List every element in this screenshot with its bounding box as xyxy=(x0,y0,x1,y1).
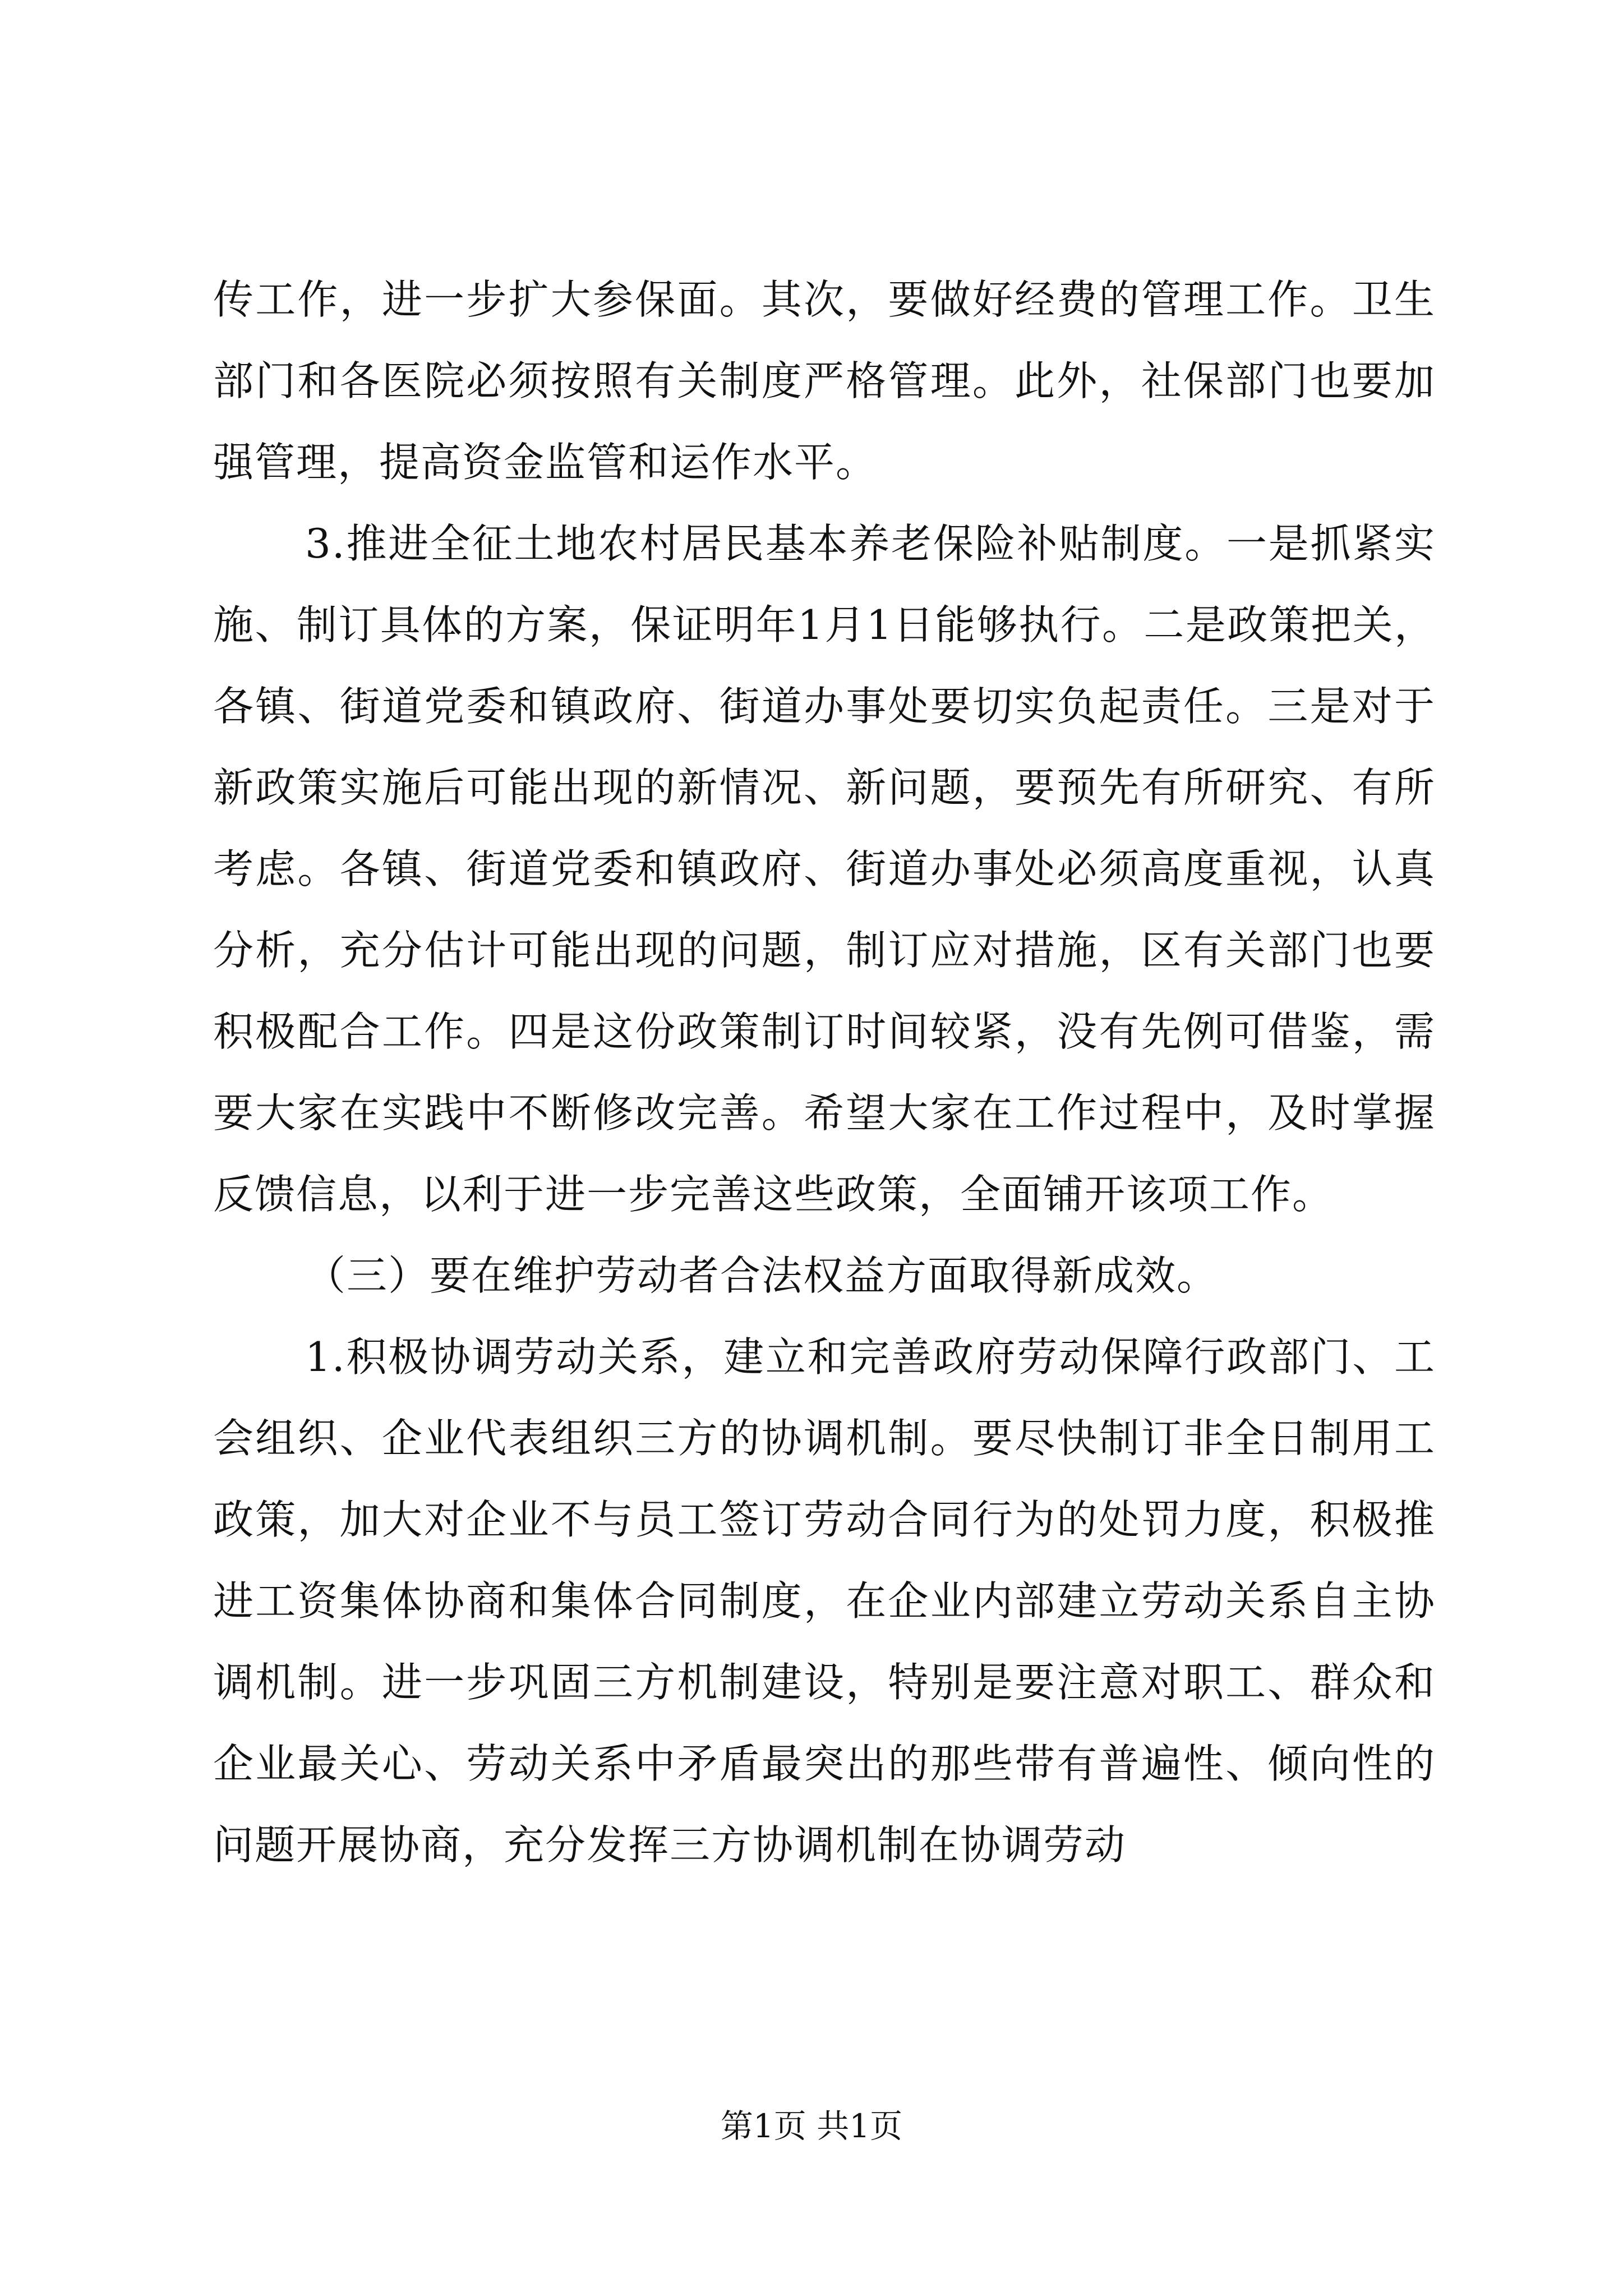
section-heading-worker-rights: （三）要在维护劳动者合法权益方面取得新成效。 xyxy=(305,1252,1219,1299)
document-body xyxy=(213,259,1436,1886)
paragraph-labor-relations: 1.积极协调劳动关系，建立和完善政府劳动保障行政部门、工会组织、企业代表组织三方的协调机制。要尽快制订非全日制用工政策，加大对企业不与员工签订劳动合同行为的处罚力度，积极推进工资集体协商和集体合同制度，在企业内部建立劳动关系自主协调机制。进一步巩固三方机制建设，特别是要注意对职工、群众和企业最关心、劳动关系中矛盾最突出的那些带有普遍性、倾向性的问题开展协商，充分发挥三方协调机制在协调劳动 xyxy=(213,1333,1436,1869)
page-footer: 第1页 共1页 xyxy=(720,2107,903,2145)
paragraph-continuation: 传工作，进一步扩大参保面。其次，要做好经费的管理工作。卫生部门和各医院必须按照有关制度严格管理。此外，社保部门也要加强管理，提高资金监管和运作水平。 xyxy=(213,276,1436,486)
paragraph-pension-subsidy: 3.推进全征土地农村居民基本养老保险补贴制度。一是抓紧实施、制订具体的方案，保证明年1月1日能够执行。二是政策把关，各镇、街道党委和镇政府、街道办事处要切实负起责任。三是对于新政策实施后可能出现的新情况、新问题，要预先有所研究、有所考虑。各镇、街道党委和镇政府、街道办事处必须高度重视，认真分析，充分估计可能出现的问题，制订应对措施，区有关部门也要积极配合工作。四是这份政策制订时间较紧，没有先例可借鉴，需要大家在实践中不断修改完善。希望大家在工作过程中，及时掌握反馈信息，以利于进一步完善这些政策，全面铺开该项工作。 xyxy=(213,520,1436,1218)
